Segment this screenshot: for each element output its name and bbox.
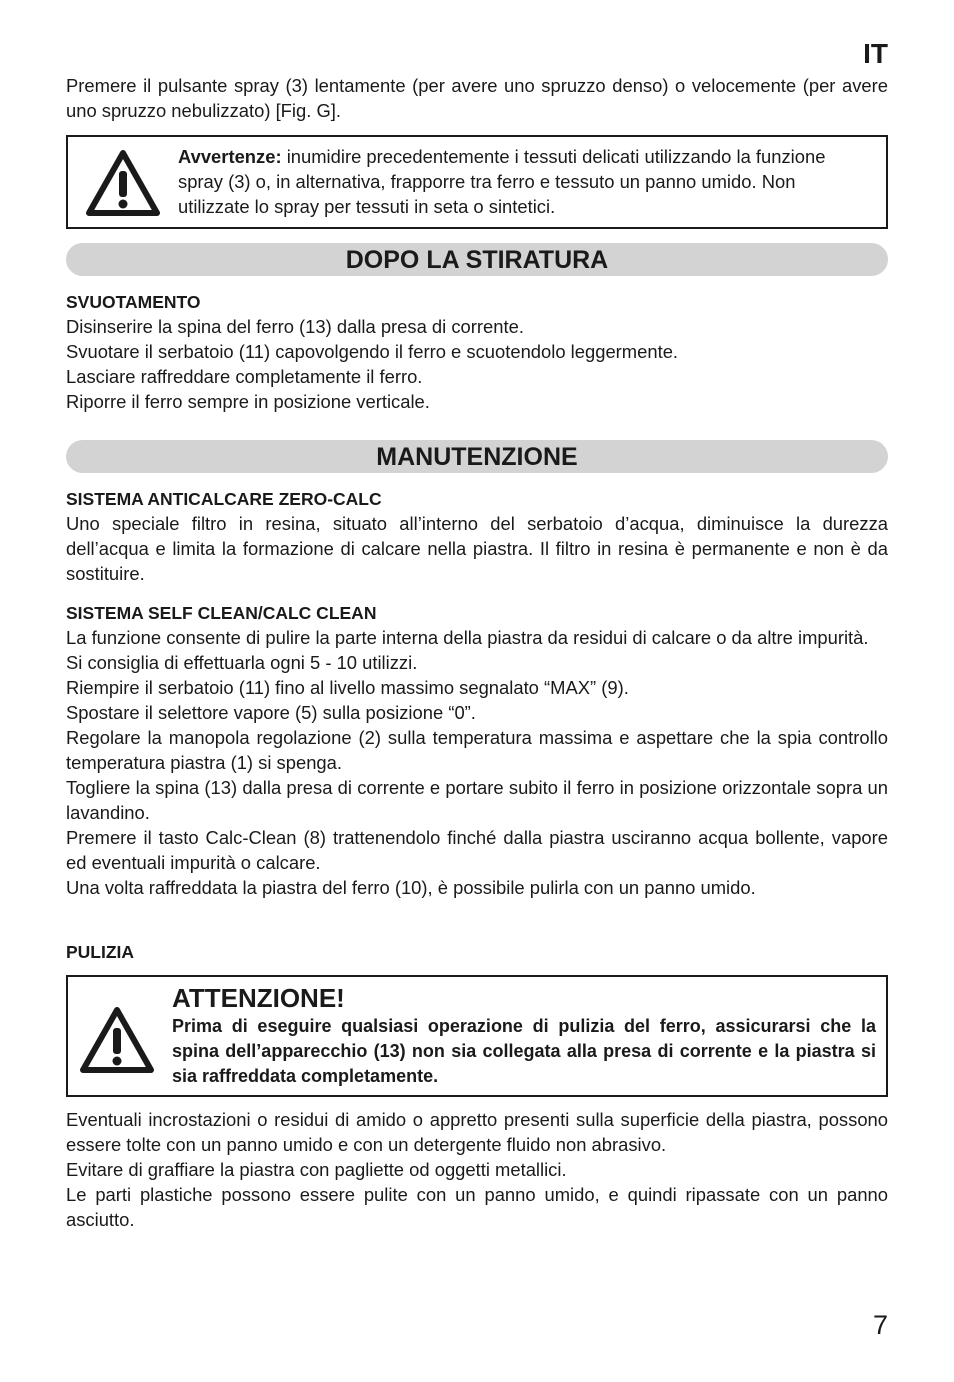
anticalc-section <box>66 487 888 586</box>
anticalc-text: Uno speciale filtro in resina, situato all’interno del serbatoio d’acqua, diminuisce la durezza dell’acqua e limita la formazione di calcare nella piastra. Il filtro in resina è permanente e non è da sostituire. <box>66 513 888 584</box>
emptying-line: Riporre il ferro sempre in posizione verticale. <box>66 391 430 412</box>
selfclean-paragraph: Riempire il serbatoio (11) fino al livello massimo segnalato “MAX” (9). <box>66 677 629 698</box>
anticalc-heading: SISTEMA ANTICALCARE ZERO-CALC <box>66 489 382 509</box>
selfclean-paragraph: Regolare la manopola regolazione (2) sulla temperatura massima e aspettare che la spia controllo temperatura piastra (1) si spenga. <box>66 727 888 773</box>
cleaning-heading: PULIZIA <box>66 942 135 962</box>
warning-box <box>66 135 888 229</box>
emptying-line: Svuotare il serbatoio (11) capovolgendo il ferro e scuotendolo leggermente. <box>66 341 679 362</box>
selfclean-paragraph: Si consiglia di effettuarla ogni 5 - 10 utilizzi. <box>66 652 418 673</box>
cleaning-paragraph: Le parti plastiche possono essere pulite con un panno umido, e quindi ripassate con un panno asciutto. <box>66 1184 888 1230</box>
attention-box <box>66 975 888 1097</box>
selfclean-paragraph: Togliere la spina (13) dalla presa di corrente e portare subito il ferro in posizione orizzontale sopra un lavandino. <box>66 777 888 823</box>
page-number: 7 <box>872 1310 888 1340</box>
section-title-after-ironing: DOPO LA STIRATURA <box>66 243 888 276</box>
emptying-line: Disinserire la spina del ferro (13) dalla presa di corrente. <box>66 316 524 337</box>
section-title-maintenance: MANUTENZIONE <box>66 440 888 473</box>
warning-body: inumidire precedentemente i tessuti delicati utilizzando la funzione spray (3) o, in alternativa, frapporre tra ferro e tessuto un panno umido. Non utilizzate lo spray per tessuti in seta o sintetici. <box>178 146 826 217</box>
language-label: IT <box>863 38 888 69</box>
selfclean-paragraph: Spostare il selettore vapore (5) sulla posizione “0”. <box>66 702 476 723</box>
cleaning-paragraph: Evitare di graffiare la piastra con pagliette od oggetti metallici. <box>66 1159 567 1180</box>
selfclean-paragraph: Una volta raffreddata la piastra del ferro (10), è possibile pulirla con un panno umido. <box>66 877 756 898</box>
selfclean-paragraph: La funzione consente di pulire la parte interna della piastra da residui di calcare o da altre impurità. <box>66 627 869 648</box>
section-after-ironing <box>66 290 888 414</box>
cleaning-paragraph: Eventuali incrostazioni o residui di amido o appretto presenti sulla superficie della piastra, possono essere tolte con un panno umido e con un detergente fluido non abrasivo. <box>66 1109 888 1155</box>
attention-title: ATTENZIONE! <box>172 983 345 1013</box>
warning-text <box>178 144 868 219</box>
emptying-heading: SVUOTAMENTO <box>66 292 201 312</box>
warning-triangle-icon <box>86 149 160 222</box>
intro-paragraph: Premere il pulsante spray (3) lentamente (per avere uno spruzzo denso) o velocemente (per avere uno spruzzo nebulizzato) [Fig. G]. <box>66 75 888 121</box>
emptying-line: Lasciare raffreddare completamente il ferro. <box>66 366 423 387</box>
cleaning-section <box>66 1107 888 1232</box>
warning-triangle-icon <box>80 1006 154 1079</box>
selfclean-section <box>66 601 888 900</box>
selfclean-paragraph: Premere il tasto Calc-Clean (8) trattenendolo finché dalla piastra usciranno acqua bollente, vapore ed eventuali impurità o calcare. <box>66 827 888 873</box>
attention-text: Prima di eseguire qualsiasi operazione di pulizia del ferro, assicurarsi che la spina dell’apparecchio (13) non sia collegata alla presa di corrente e la piastra si sia raffreddata completamente. <box>172 1016 876 1086</box>
warning-label: Avvertenze: <box>178 146 282 167</box>
selfclean-heading: SISTEMA SELF CLEAN/CALC CLEAN <box>66 603 377 623</box>
